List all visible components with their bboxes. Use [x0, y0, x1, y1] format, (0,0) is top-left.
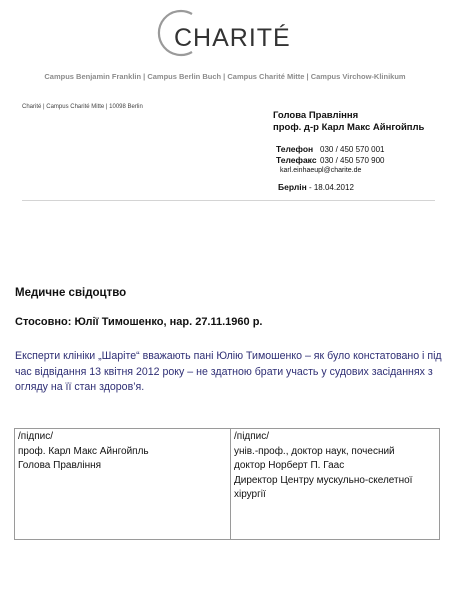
- document-subject: Стосовно: Юлії Тимошенко, нар. 27.11.1960 р.: [15, 316, 263, 328]
- city-label: Берлін: [278, 182, 307, 192]
- signature-mark: /підпис/: [234, 431, 270, 442]
- signatory-role-cont: хірургії: [234, 489, 266, 500]
- date-row: [278, 182, 354, 192]
- signature-cell-right: [231, 429, 440, 540]
- recipient-title: Голова Правління: [273, 110, 359, 121]
- signature-cell-left: [15, 429, 231, 540]
- signatory-name: проф. Карл Макс Айнгойпль: [18, 445, 149, 457]
- header-divider: [22, 200, 435, 201]
- document-body: Експерти клініки „Шаріте“ вважають пані Юлію Тимошенко – як було констатовано і під час відвідання 13 квітня 2012 року – не здатною брати участь у судових засіданнях з огляду на її стан здоров’я.: [15, 350, 442, 393]
- signatory-degree: унів.-проф., доктор наук, почесний: [234, 445, 395, 457]
- date-value: 18.04.2012: [313, 183, 354, 192]
- signatory-name: доктор Норберт П. Гаас: [234, 460, 345, 471]
- recipient-block: [273, 110, 424, 134]
- charite-logo-text: CHARITÉ: [174, 24, 291, 52]
- contact-block: [276, 144, 385, 176]
- email-value: karl.einhaeupl@charite.de: [280, 167, 362, 174]
- phone-label: Телефон: [276, 144, 314, 154]
- signature-mark: /підпис/: [18, 431, 54, 442]
- document-title: Медичне свідоцтво: [15, 287, 127, 299]
- fax-value: 030 / 450 570 900: [320, 156, 385, 165]
- fax-label: Телефакс: [276, 155, 317, 165]
- signature-table: [14, 428, 440, 540]
- recipient-name: проф. д-р Карл Макс Айнгойпль: [273, 122, 425, 133]
- sender-address: Charité | Campus Charité Mitte | 10098 Berlin: [22, 104, 143, 110]
- date-separator: -: [308, 183, 312, 192]
- phone-value: 030 / 450 570 001: [320, 145, 385, 154]
- signatory-role: Директор Центру мускульно-скелетної: [234, 474, 413, 486]
- campus-list: Campus Benjamin Franklin | Campus Berlin Buch | Campus Charité Mitte | Campus Virchow-Klinikum: [44, 72, 406, 81]
- signatory-role: Голова Правління: [18, 460, 102, 471]
